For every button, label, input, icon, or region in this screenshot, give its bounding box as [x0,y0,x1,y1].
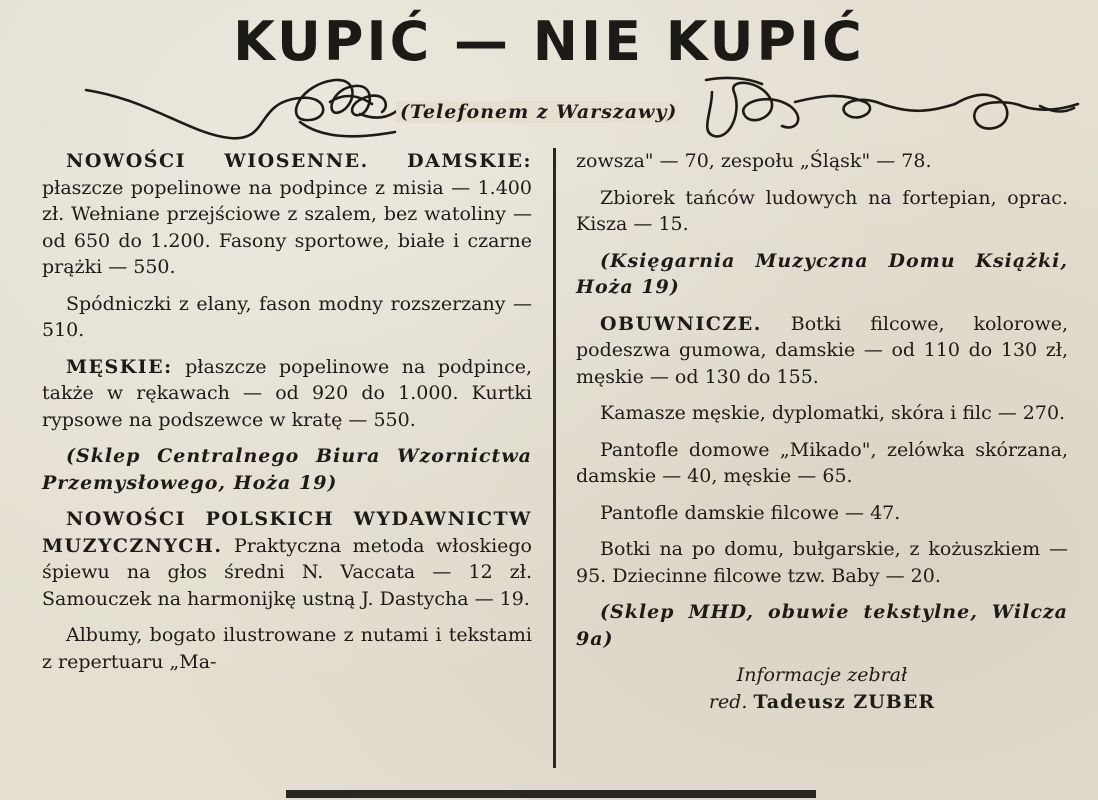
paragraph [576,400,1068,427]
subtitle: (Telefonem z Warszawy) [396,101,681,123]
signature-role: Informacje zebrał [736,664,908,686]
paragraph [42,148,532,281]
paragraph-text: płaszcze popelinowe na podpince z misia — 1.400 zł. Wełniane przejściowe z szalem, bez watoliny — od 650 do 1.200. Fasony sportowe, białe i czarne prążki — 550. [42,176,532,278]
headline: KUPIĆ — NIE KUPIĆ [233,10,865,73]
paragraph [576,148,1068,175]
paragraph [576,311,1068,391]
paragraph [42,622,532,675]
paragraph-text: Zbiorek tańców ludowych na fortepian, oprac. Kisza — 15. [576,186,1068,235]
paragraph-text: Pantofle damskie filcowe — 47. [600,501,901,524]
paragraph [576,185,1068,238]
section-heading: OBUWNICZE. [600,312,762,335]
source-note: (Sklep MHD, obuwie tekstylne, Wilcza 9a) [576,601,1068,650]
column-divider [553,148,556,768]
paragraph-text: Spódniczki z elany, fason modny rozszerzany — 510. [42,292,532,341]
signature-prefix: red. [708,690,748,713]
signature-name: Tadeusz ZUBER [753,690,936,713]
paragraph-text: Kamasze męskie, dyplomatki, skóra i filc — 270. [600,402,1066,424]
paragraph-text: Botki na po domu, bułgarskie, z kożuszkiem — 95. Dziecinne filcowe tzw. Baby — 20. [576,538,1068,587]
left-column [42,148,532,685]
paragraph [576,437,1068,490]
paragraph-text: zowsza" — 70, zespołu „Śląsk" — 78. [576,150,932,172]
paragraph-text: płaszcze popelinowe na podpince, także w rękawach — od 920 do 1.000. Kurtki rypsowe na podszewce w kratę — 550. [42,355,532,431]
source-note: (Sklep Centralnego Biura Wzornictwa Przemysłowego, Hoża 19) [42,445,532,494]
paragraph [576,500,1068,527]
paragraph-text: Botki filcowe, kolorowe, podeszwa gumowa, damskie — od 110 do 130 zł, męskie — od 130 do 155. [576,312,1068,388]
paragraph [42,506,532,612]
paragraph [576,536,1068,589]
section-heading: MĘSKIE: [66,355,173,378]
paragraph-text: Praktyczna metoda włoskiego śpiewu na głos średni N. Vaccata — 12 zł. Samouczek na harmonijkę ustną J. Dastycha — 19. [42,534,532,610]
paragraph [42,291,532,344]
signature [576,689,1068,716]
paragraph-text: Albumy, bogato ilustrowane z nutami i tekstami z repertuaru „Ma- [42,624,532,673]
paragraph-text: Pantofle domowe „Mikado", zelówka skórzana, damskie — 40, męskie — 65. [576,438,1068,487]
section-heading: NOWOŚCI WIOSENNE. DAMSKIE: [66,150,532,172]
paragraph [42,354,532,434]
bottom-rule [286,790,816,798]
section-heading: NOWOŚCI POLSKICH WYDAWNICTW MUZYCZNYCH. [42,508,532,557]
source-note: (Księgarnia Muzyczna Domu Książki, Hoża 19) [576,249,1068,298]
right-column [576,148,1068,715]
